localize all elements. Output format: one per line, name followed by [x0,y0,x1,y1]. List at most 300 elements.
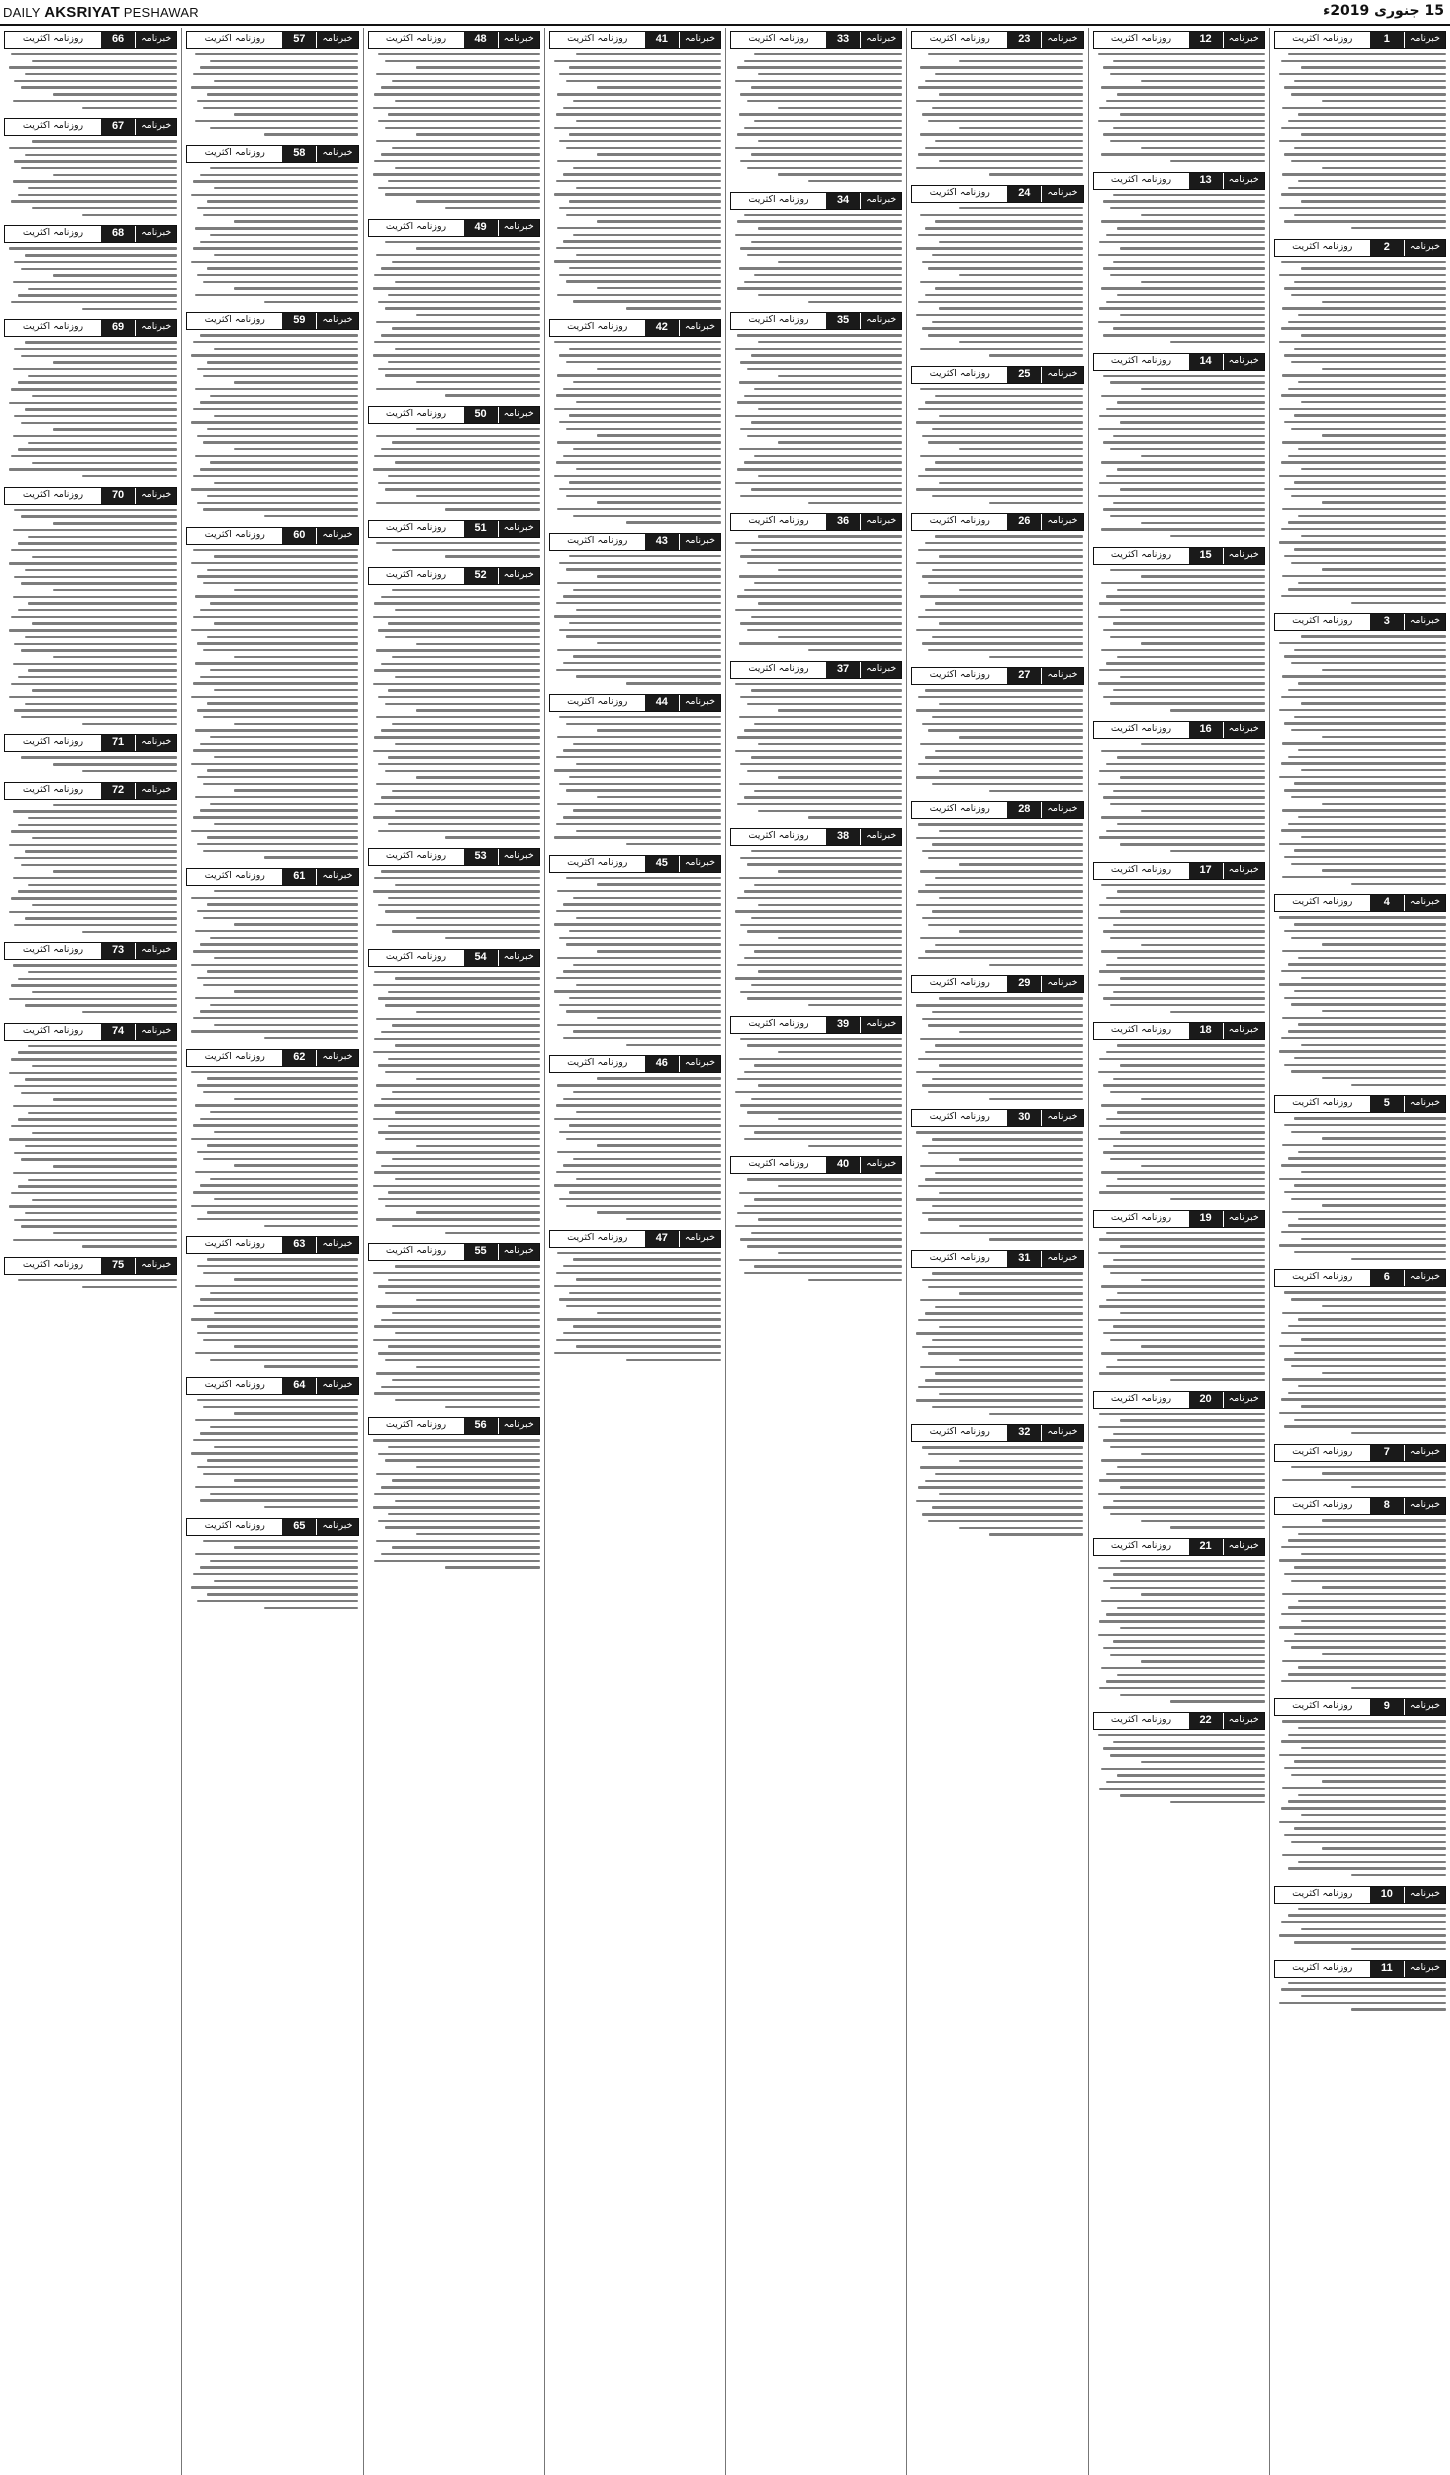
text-line [737,964,902,966]
text-line [13,435,178,437]
text-line [1120,1064,1265,1066]
text-line [751,689,903,691]
text-line [193,549,358,551]
text-line [25,1078,177,1080]
text-line [920,1366,1084,1368]
text-line [373,890,540,892]
text-line [939,997,1084,999]
text-line [928,1024,1083,1026]
text-line [778,1118,902,1120]
text-line [925,227,1083,229]
text-line [385,910,540,912]
item-number: 63 [282,1237,316,1253]
text-line [1301,1747,1446,1749]
text-line [1110,636,1265,638]
text-line [935,395,1083,397]
text-line [554,1118,721,1120]
text-line [1351,1432,1446,1434]
text-line [376,924,540,926]
text-line [373,468,540,470]
text-line [1279,1934,1446,1936]
text-line [1099,1125,1264,1127]
text-line [754,884,902,886]
text-line [932,254,1084,256]
text-line [778,870,902,872]
text-line [1098,682,1265,684]
text-line [200,66,358,68]
text-line [566,214,721,216]
text-line [935,140,1083,142]
text-line [559,1004,721,1006]
text-line [939,555,1084,557]
text-line [566,723,721,725]
text-line [200,174,358,176]
text-line [744,1205,902,1207]
text-line [1141,388,1265,390]
text-line [1281,1988,1446,1990]
text-line [597,729,721,731]
text-line [744,589,902,591]
text-line [191,1318,358,1320]
item-label: خبرنامہ [680,320,720,336]
text-line [378,1131,540,1133]
item-text-block [911,388,1083,508]
text-line [28,971,177,973]
text-line [1282,1144,1446,1146]
text-line [920,1299,1084,1301]
text-line [207,1144,359,1146]
text-line [395,1332,540,1334]
text-line [1113,194,1265,196]
text-line [1106,408,1264,410]
text-line [1110,569,1265,571]
text-line [376,388,540,390]
item-number: 17 [1189,863,1223,879]
text-line [25,1212,177,1214]
text-line [1113,1078,1265,1080]
text-line [747,997,902,999]
text-line [82,214,177,216]
item-header [1274,1960,1446,1978]
text-line [1281,1398,1446,1400]
text-line [758,227,903,229]
text-line [556,180,721,182]
text-line [1282,1211,1446,1213]
text-line [989,1238,1084,1240]
item-source: روزنامہ اکثریت [385,1419,447,1431]
text-line [392,327,540,329]
text-line [374,736,539,738]
item-label: خبرنامہ [1405,1096,1445,1112]
text-line [1106,1232,1264,1234]
text-line [195,662,359,664]
text-line [11,301,177,303]
item-header [549,855,721,873]
text-line [9,247,177,249]
text-line [32,395,178,397]
text-line [751,86,903,88]
text-line [200,334,358,336]
text-line [264,1506,359,1508]
text-line [264,856,359,858]
text-line [416,66,540,68]
text-line [191,830,358,832]
text-line [959,60,1083,62]
news-item [1093,544,1265,716]
text-line [381,1553,539,1555]
text-line [395,1178,540,1180]
news-item [1274,610,1446,889]
item-source: روزنامہ اکثریت [929,187,990,199]
text-line [32,622,178,624]
text-line [21,756,177,758]
text-line [264,1037,359,1039]
text-line [195,1352,359,1354]
text-line [1098,495,1265,497]
news-item [1093,1019,1265,1205]
text-line [920,743,1084,745]
text-line [1301,1553,1446,1555]
text-line [735,80,902,82]
text-line [445,937,540,939]
text-line [1298,180,1446,182]
text-line [200,1298,358,1300]
text-line [1101,582,1265,584]
item-text-block [368,971,540,1239]
text-line [234,923,358,925]
text-line [597,287,721,289]
item-number: 58 [282,146,316,162]
text-line [1101,816,1265,818]
text-line [916,1004,1083,1006]
text-line [1106,1366,1264,1368]
text-line [203,508,358,510]
text-line [751,488,903,490]
text-line [916,1071,1083,1073]
text-line [395,348,540,350]
text-line [197,709,359,711]
text-line [922,1513,1084,1515]
text-line [1291,428,1446,430]
item-source: روزنامہ اکثریت [22,321,84,333]
text-line [1294,782,1446,784]
item-number: 2 [1370,240,1404,256]
text-line [597,883,721,885]
text-line [9,562,177,564]
text-line [1281,1807,1446,1809]
item-label: خبرنامہ [317,1237,357,1253]
text-line [388,756,540,758]
text-line [1170,535,1265,537]
text-line [1322,1010,1446,1012]
text-line [1110,274,1265,276]
item-label: خبرنامہ [1224,1023,1264,1039]
text-line [25,408,177,410]
text-line [82,723,177,725]
text-line [597,1017,721,1019]
text-line [556,823,721,825]
text-line [559,937,721,939]
text-line [191,696,358,698]
item-header [911,801,1083,819]
text-line [1281,193,1446,195]
text-line [1291,1298,1446,1300]
item-text-block [730,850,902,1011]
text-line [918,1185,1083,1187]
text-line [569,776,721,778]
text-line [374,1104,539,1106]
news-item [549,28,721,314]
text-line [778,107,902,109]
text-line [597,642,721,644]
text-line [932,1138,1084,1140]
item-label: خبرنامہ [680,1231,720,1247]
text-line [563,816,721,818]
text-line [922,1212,1084,1214]
news-column [725,28,906,2475]
text-line [1282,441,1446,443]
text-line [203,1406,358,1408]
text-line [14,709,177,711]
news-item [549,691,721,850]
text-line [737,468,902,470]
text-line [214,756,359,758]
text-line [1117,890,1265,892]
text-line [1298,1861,1446,1863]
news-item [730,28,902,187]
text-line [559,1198,721,1200]
text-line [1098,1734,1265,1736]
text-line [920,1165,1084,1167]
text-line [373,1118,540,1120]
news-item [186,1515,358,1614]
text-line [28,1112,177,1114]
text-line [1291,361,1446,363]
text-line [939,1493,1084,1495]
text-line [1170,1700,1265,1702]
text-line [737,401,902,403]
item-source: روزنامہ اکثریت [929,1111,990,1123]
text-line [28,1045,177,1047]
text-line [1288,823,1446,825]
text-line [569,622,721,624]
text-line [932,1506,1084,1508]
text-line [13,1105,178,1107]
text-line [18,978,177,980]
text-line [32,837,178,839]
item-label: خبرنامہ [1042,514,1082,530]
text-line [626,521,721,523]
text-line [751,354,903,356]
text-line [191,562,358,564]
text-line [597,434,721,436]
item-source: روزنامہ اکثریت [1110,1539,1172,1551]
text-line [918,1386,1083,1388]
text-line [378,120,540,122]
text-line [234,990,358,992]
text-line [557,803,721,805]
item-label: خبرنامہ [1405,1498,1445,1514]
text-line [445,555,540,557]
text-line [1281,394,1446,396]
text-line [1279,73,1446,75]
item-header [730,1156,902,1174]
item-number: 22 [1189,1713,1223,1729]
text-line [1103,1647,1265,1649]
text-line [1279,843,1446,845]
text-line [385,488,540,490]
text-line [1282,809,1446,811]
text-line [18,448,177,450]
text-line [1106,763,1264,765]
text-line [193,475,358,477]
item-text-block [4,1279,177,1292]
text-line [234,220,358,222]
text-line [374,1038,539,1040]
text-line [1322,301,1446,303]
text-line [808,649,903,651]
text-line [554,260,721,262]
text-line [569,555,721,557]
text-line [754,582,902,584]
text-line [737,334,902,336]
text-line [416,1299,540,1301]
text-line [1103,1506,1265,1508]
text-line [1113,1500,1265,1502]
text-line [203,1158,358,1160]
text-line [388,1513,540,1515]
text-line [373,1439,540,1441]
item-source: روزنامہ اکثریت [748,314,809,326]
item-label: خبرنامہ [1224,1211,1264,1227]
item-number: 60 [282,528,316,544]
text-line [1281,696,1446,698]
text-line [191,1586,358,1588]
text-line [576,830,721,832]
text-line [376,502,540,504]
text-line [193,247,358,249]
text-line [1101,1768,1265,1770]
text-line [376,73,540,75]
text-line [747,435,902,437]
news-item [549,852,721,1051]
text-line [925,294,1083,296]
text-line [9,1205,177,1207]
item-header [4,1257,177,1275]
item-text-block [186,1071,358,1232]
text-line [374,1493,539,1495]
text-line [1291,796,1446,798]
text-line [385,703,540,705]
text-line [1101,1600,1265,1602]
text-line [758,810,903,812]
text-line [207,1077,359,1079]
text-line [626,843,721,845]
item-label: خبرنامہ [136,226,176,242]
text-line [1141,642,1265,644]
text-line [754,388,902,390]
item-label: خبرنامہ [499,568,539,584]
text-line [392,1546,540,1548]
item-text-block [4,247,177,314]
text-line [918,823,1083,825]
text-line [1294,1184,1446,1186]
item-header [1093,353,1265,371]
item-label: خبرنامہ [136,1024,176,1040]
text-line [557,957,721,959]
text-line [1103,334,1265,336]
item-header [1274,31,1446,49]
text-line [1322,736,1446,738]
text-line [735,750,902,752]
text-line [1099,1305,1264,1307]
text-line [1281,261,1446,263]
text-line [1294,214,1446,216]
item-header [911,1250,1083,1268]
text-line [376,321,540,323]
text-line [959,1359,1083,1361]
text-line [576,675,721,677]
text-line [1101,220,1265,222]
text-line [918,408,1083,410]
text-line [739,1192,903,1194]
text-line [922,113,1084,115]
item-number: 34 [826,193,860,209]
text-line [554,990,721,992]
text-line [374,971,539,973]
text-line [1170,1198,1265,1200]
text-line [14,261,177,263]
item-text-block [1274,1720,1446,1881]
text-line [1117,823,1265,825]
text-line [559,716,721,718]
text-line [1120,1312,1265,1314]
text-line [573,234,721,236]
text-line [1103,267,1265,269]
text-line [388,1058,540,1060]
item-label: خبرنامہ [499,1244,539,1260]
text-line [1120,910,1265,912]
text-line [21,422,177,424]
text-line [388,294,540,296]
text-line [1301,1620,1446,1622]
text-line [932,1078,1084,1080]
text-line [197,1466,359,1468]
text-line [573,1158,721,1160]
text-line [559,354,721,356]
text-line [210,602,358,604]
text-line [1103,1084,1265,1086]
text-line [1170,1526,1265,1528]
text-line [392,656,540,658]
text-line [1117,1774,1265,1776]
text-line [191,1205,358,1207]
item-label: خبرنامہ [499,950,539,966]
text-line [11,1192,177,1194]
text-line [234,1164,358,1166]
text-line [1322,368,1446,370]
text-line [1120,314,1265,316]
text-line [14,857,177,859]
item-header [1274,894,1446,912]
text-line [1117,1674,1265,1676]
text-line [922,1018,1084,1020]
item-number: 21 [1189,1539,1223,1555]
item-source: روزنامہ اکثریت [567,320,628,332]
text-line [1103,1580,1265,1582]
text-line [737,1078,902,1080]
text-line [1117,401,1265,403]
